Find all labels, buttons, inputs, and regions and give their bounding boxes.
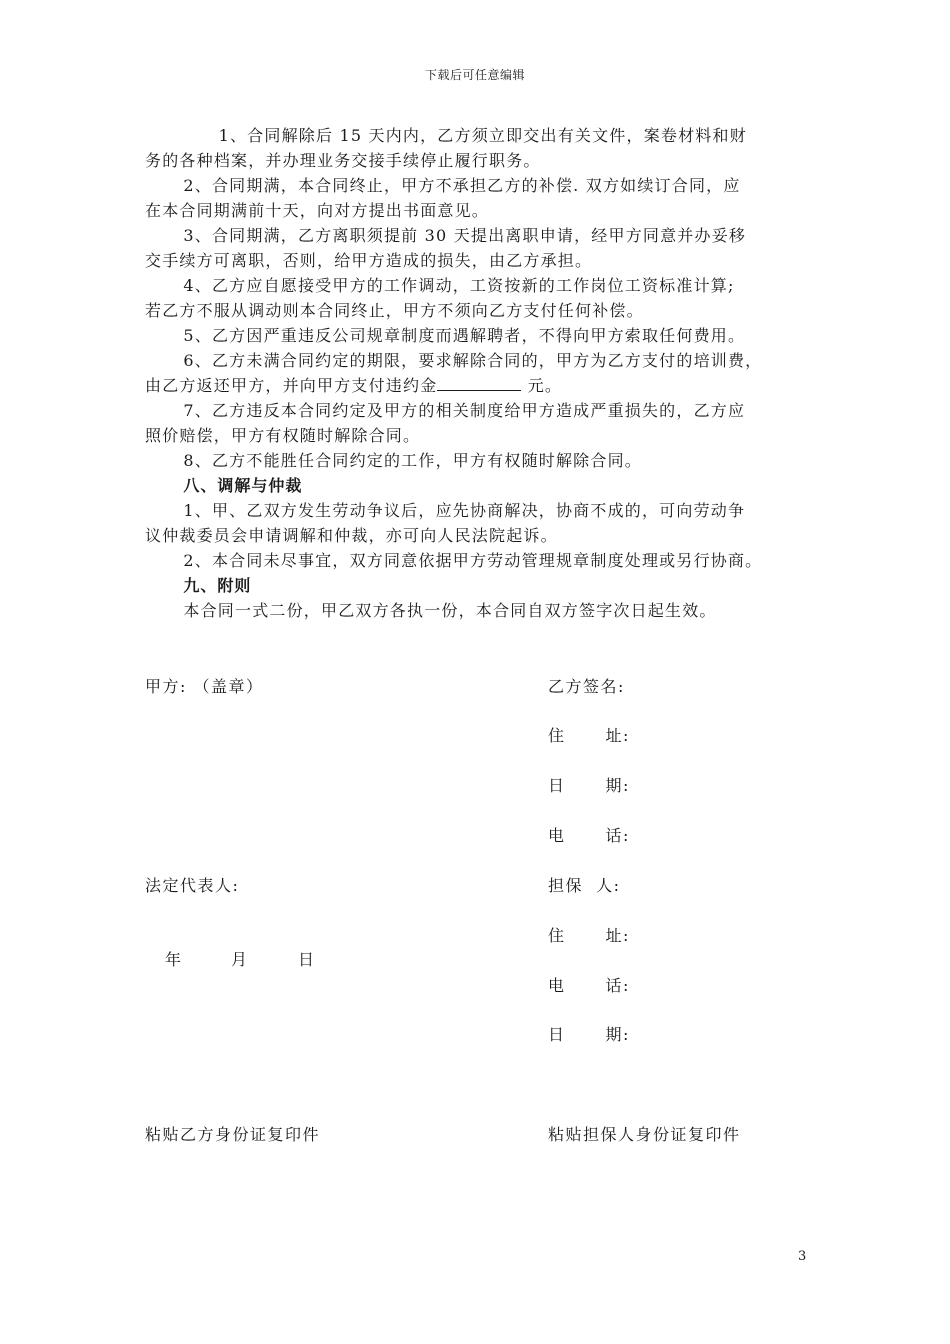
contract-body	[145, 123, 817, 623]
guarantor-phone-char-2: 话:	[605, 976, 630, 995]
date-day-label: 日	[298, 950, 316, 969]
clause-1-line-1: 1、合同解除后 15 天内内，乙方须立即交出有关文件，案卷材料和财	[218, 126, 747, 145]
clause-6-line-2	[145, 373, 817, 398]
clause-6-suffix: 元。	[521, 376, 563, 395]
section-8-title: 八、调解与仲裁	[183, 476, 303, 495]
date-year-label: 年	[165, 950, 183, 969]
section-8-para-2-line-1: 2、本合同未尽事宜，双方同意依据甲方劳动管理规章制度处理或另行协商。	[183, 551, 763, 570]
party-b-phone-label	[548, 823, 630, 846]
legal-rep-label: 法定代表人:	[145, 876, 240, 895]
section-8-para-1-line-1: 1、甲、乙双方发生劳动争议后，应先协商解决，协商不成的，可向劳动争	[183, 501, 746, 520]
clause-7-line-2: 照价赔偿，甲方有权随时解除合同。	[145, 426, 421, 445]
guarantor-date-char-2: 期:	[605, 1025, 630, 1044]
party-b-date-label	[548, 773, 630, 796]
party-b-address-label	[548, 723, 630, 746]
page-number: 3	[798, 1249, 807, 1264]
party-b-date-char-1: 日	[548, 776, 566, 795]
party-b-phone-char-1: 电	[548, 826, 566, 845]
party-b-sign-label: 乙方签名:	[548, 677, 625, 696]
page-header: 下载后可任意编辑	[424, 68, 525, 82]
party-b-date-char-2: 期:	[605, 776, 630, 795]
guarantor-phone-label	[548, 973, 630, 996]
paste-guarantor-id-label: 粘贴担保人身份证复印件	[548, 1125, 741, 1144]
party-b-address-char-2: 址:	[605, 726, 630, 745]
clause-5-line-1: 5、乙方因严重违反公司规章制度而遇解聘者，不得向甲方索取任何费用。	[183, 326, 746, 345]
guarantor-phone-char-1: 电	[548, 976, 566, 995]
clause-8-line-1: 8、乙方不能胜任合同约定的工作，甲方有权随时解除合同。	[183, 451, 642, 470]
guarantor-label: 担保 人:	[548, 876, 621, 895]
date-month-label: 月	[231, 950, 249, 969]
party-a-label: 甲方: （盖章）	[145, 677, 264, 696]
clause-3-line-1: 3、合同期满，乙方离职须提前 30 天提出离职申请，经甲方同意并办妥移	[183, 226, 747, 245]
clause-1-line-2: 务的各种档案，并办理业务交接手续停止履行职务。	[145, 151, 541, 170]
guarantor-address-char-2: 址:	[605, 926, 630, 945]
guarantor-address-char-1: 住	[548, 926, 566, 945]
section-9-title: 九、附则	[183, 576, 252, 595]
clause-6-line-1: 6、乙方未满合同约定的期限，要求解除合同的，甲方为乙方支付的培训费，	[183, 351, 763, 370]
party-b-phone-char-2: 话:	[605, 826, 630, 845]
paste-party-b-id-label: 粘贴乙方身份证复印件	[145, 1125, 321, 1144]
clause-6-prefix: 由乙方返还甲方，并向甲方支付违约金	[145, 376, 438, 395]
guarantor-date-label	[548, 1022, 630, 1045]
clause-7-line-1: 7、乙方违反本合同约定及甲方的相关制度给甲方造成严重损失的，乙方应	[183, 401, 746, 420]
section-9-para-1-line-1: 本合同一式二份，甲乙双方各执一份，本合同自双方签字次日起生效。	[183, 601, 717, 620]
clause-4-line-1: 4、乙方应自愿接受甲方的工作调动，工资按新的工作岗位工资标准计算;	[183, 276, 735, 295]
guarantor-address-label	[548, 923, 630, 946]
penalty-amount-blank	[437, 376, 521, 391]
clause-3-line-2: 交手续方可离职，否则，给甲方造成的损失，由乙方承担。	[145, 251, 593, 270]
guarantor-date-char-1: 日	[548, 1025, 566, 1044]
clause-4-line-2: 若乙方不服从调动则本合同终止，甲方不须向乙方支付任何补偿。	[145, 301, 644, 320]
party-b-address-char-1: 住	[548, 726, 566, 745]
clause-2-line-1: 2、合同期满，本合同终止，甲方不承担乙方的补偿. 双方如续订合同，应	[183, 176, 741, 195]
section-8-para-1-line-2: 议仲裁委员会申请调解和仲裁，亦可向人民法院起诉。	[145, 526, 558, 545]
clause-2-line-2: 在本合同期满前十天，向对方提出书面意见。	[145, 201, 490, 220]
